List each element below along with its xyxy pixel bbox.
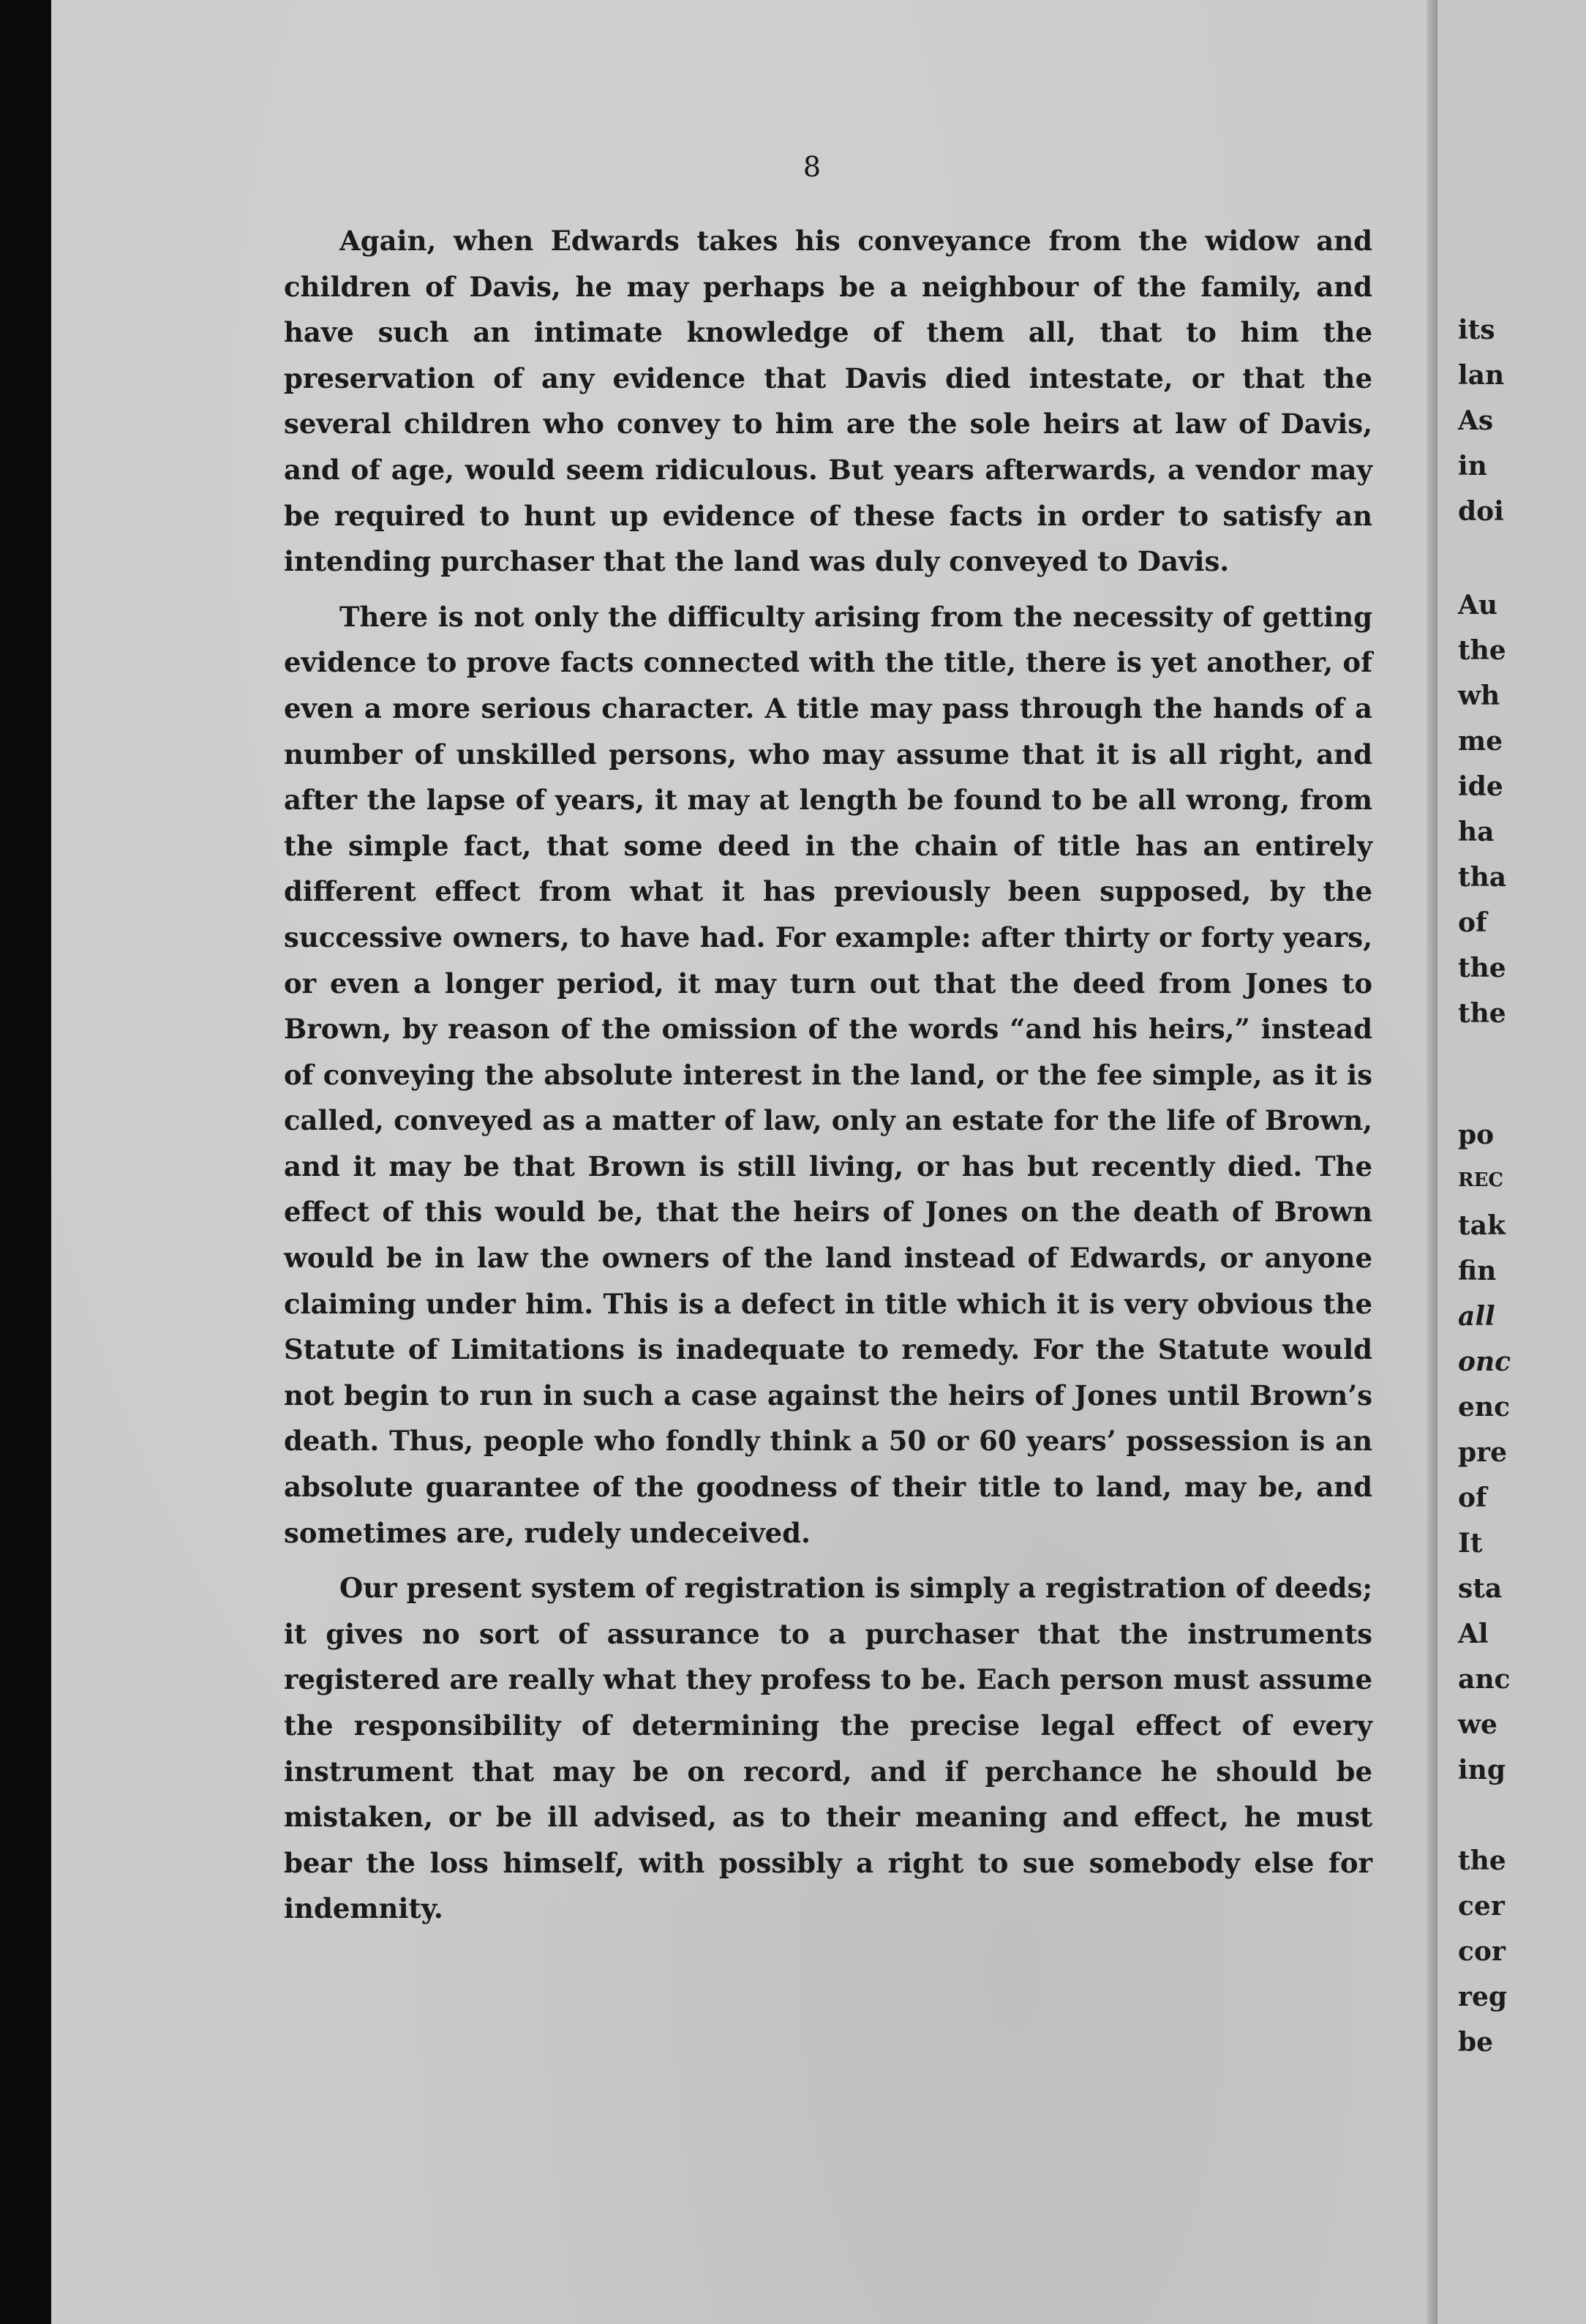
next-page-fragment: Au bbox=[1458, 590, 1498, 621]
next-page-fragment: of bbox=[1458, 1483, 1487, 1513]
next-page-fragment: onc bbox=[1458, 1346, 1511, 1377]
next-page-fragment: As bbox=[1458, 405, 1494, 436]
next-page-fragment: Al bbox=[1458, 1619, 1489, 1649]
next-page-fragment: It bbox=[1458, 1528, 1483, 1559]
next-page-fragment: fin bbox=[1458, 1256, 1497, 1286]
next-page-fragment: cor bbox=[1458, 1936, 1506, 1967]
next-page-fragment: be bbox=[1458, 2027, 1494, 2058]
next-page-fragment: doi bbox=[1458, 496, 1504, 527]
next-page-fragment: in bbox=[1458, 451, 1487, 481]
next-page-fragment: of bbox=[1458, 907, 1487, 938]
next-page-fragment: ide bbox=[1458, 771, 1503, 802]
page-number: 8 bbox=[803, 151, 822, 183]
next-page-fragment: REC bbox=[1458, 1169, 1504, 1191]
next-page-fragment: pre bbox=[1458, 1437, 1508, 1468]
next-page-fragment: anc bbox=[1458, 1664, 1511, 1695]
adjacent-page-edge bbox=[1437, 0, 1586, 2324]
next-page-fragment: the bbox=[1458, 953, 1506, 983]
next-page-fragment: enc bbox=[1458, 1392, 1510, 1422]
next-page-fragment: sta bbox=[1458, 1573, 1503, 1604]
next-page-fragment: its bbox=[1458, 315, 1495, 345]
body-text bbox=[284, 218, 1372, 1941]
next-page-fragment: lan bbox=[1458, 360, 1505, 391]
next-page-fragment: po bbox=[1458, 1120, 1495, 1150]
document-page bbox=[51, 0, 1427, 2324]
next-page-fragment: all bbox=[1458, 1301, 1495, 1332]
next-page-fragment: we bbox=[1458, 1709, 1497, 1740]
next-page-fragment: the bbox=[1458, 635, 1506, 666]
next-page-fragment: ing bbox=[1458, 1755, 1506, 1785]
next-page-fragment: wh bbox=[1458, 681, 1500, 711]
next-page-fragment: the bbox=[1458, 1845, 1506, 1876]
paragraph: There is not only the difficulty arising from the necessity of getting evidence to prove facts connected with the title, there is yet another, of even a more serious character. A title may pass through the hands of a number of unskilled persons, who may assume that it is all right, and after the lapse of years, it may at length be found to be all wrong, from the simple fact, that some deed in the chain of title has an entirely different effect from what it has previously been supposed, by the successive owners, to have had. For example: after thirty or forty years, or even a longer period, it may turn out that the deed from Jones to Brown, by reason of the omission of the words “and his heirs,” instead of conveying the absolute interest in the land, or the fee simple, as it is called, conveyed as a matter of law, only an estate for the life of Brown, and it may be that Brown is still living, or has but recently died. The effect of this would be, that the heirs of Jones on the death of Brown would be in law the owners of the land instead of Edwards, or anyone claiming under him. This is a defect in title which it is very obvious the Statute of Limitations is inadequate to remedy. For the Statute would not begin to run in such a case against the heirs of Jones until Brown’s death. Thus, people who fondly think a 50 or 60 years’ possession is an absolute guarantee of the goodness of their title to land, may be, and sometimes are, rudely undeceived. bbox=[284, 600, 1372, 1549]
next-page-fragment: cer bbox=[1458, 1891, 1505, 1922]
paragraph: Our present system of registration is simply a registration of deeds; it gives no sort of assurance to a purchaser that the instruments registered are really what they profess to be. Each person must assume the responsibility of determining the precise legal effect of every instrument that may be on record, and if perchance he should be mistaken, or be ill advised, as to their meaning and effect, he must bear the loss himself, with possibly a right to sue somebody else for indemnity. bbox=[284, 1572, 1372, 1925]
next-page-fragment: me bbox=[1458, 726, 1503, 757]
next-page-fragment: reg bbox=[1458, 1982, 1508, 2012]
next-page-fragment: the bbox=[1458, 998, 1506, 1029]
next-page-fragment: tak bbox=[1458, 1210, 1506, 1241]
next-page-fragment: tha bbox=[1458, 862, 1507, 893]
next-page-fragment: ha bbox=[1458, 817, 1495, 847]
paragraph: Again, when Edwards takes his conveyance from the widow and children of Davis, he may perhaps be a neighbour of the family, and have such an intimate knowledge of them all, that to him the preservation of any evidence that Davis died intestate, or that the several children who convey to him are the sole heirs at law of Davis, and of age, would seem ridiculous. But years afterwards, a vendor may be required to hunt up evidence of these facts in order to satisfy an intending purchaser that the land was duly conveyed to Davis. bbox=[284, 225, 1372, 578]
